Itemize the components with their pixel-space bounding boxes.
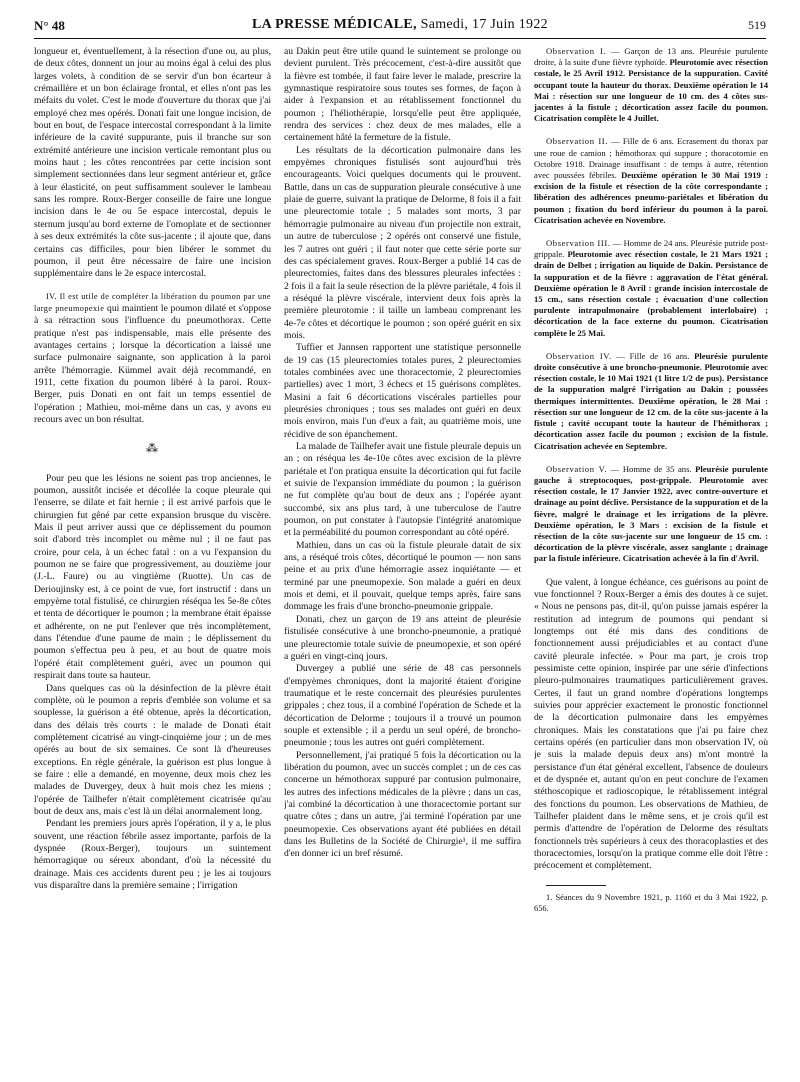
section-separator: ⁂ <box>146 441 159 456</box>
journal-title-line <box>34 17 766 33</box>
paragraph: Tuffier et Jannsen rapportent une statistique personnelle de 19 cas (15 pleurectomies totales pures, 2 pleurectomies totales combinées avec une thoracectomie, 2 pleurectomies partielles) avec 1 mort, 3 échecs et 15 guérisons complètes. Masini a fait 6 décortications viscérales partielles pour pleurésies chroniques ; tous ses malades ont guéri en deux mois environ, mais l'un d'eux a fait, au quatrième mois, une récidive de son épanchement. <box>284 342 521 440</box>
observation-text: Deuxième opération le 30 Mai 1919 : excision de la fistule et résection de la côte correspondante ; libération des adhérences pneumo-pariétales et libération du poumon ; fixation du bord inférieur du poumon à la paroi. Cicatrisation achevée en Novembre. <box>534 170 768 225</box>
observation-1 <box>534 46 768 124</box>
column-middle <box>284 46 521 1074</box>
observation-5 <box>534 464 768 565</box>
paragraph: Pour peu que les lésions ne soient pas trop anciennes, le poumon, aussitôt incisée et décollée la coque pleurale qui l'enserre, se dilate et fait hernie ; il est arrivé parfois que le chirurgien fut gêné par cette expansion brusque du viscère. Mais il peut arriver aussi que ce déplissement du poumon soit d'abord très incomplet ou même nul ; il ne faut pas croire, pour cela, à un échec fatal : on a vu l'expansion du poumon ne se faire que progressivement, au douzième jour (J.-L. Faure) ou au vingtième (Ruotte). Un cas de Derioujinsky est, à ce point de vue, fort instructif : dans un empyème total fistulisé, ce chirurgien réséqua les 5e-8e côtes et tenta de décortiquer le poumon ; la membrane était épaisse et adhérente, on ne put l'enlever que très incomplètement, dans l'étendue d'une paume de main ; le déplissement du poumon s'effectua peu à peu, et au bout de quatre mois l'opéré était complètement guéri, avec un poumon qui respirait dans toute sa hauteur. <box>34 472 271 682</box>
column-left <box>34 46 271 1074</box>
paragraph: longueur et, éventuellement, à la résection d'une ou, au plus, de deux côtes, donnent un jour au moins égal à celui des plus larges volets, à condition de se servir d'un bon écarteur à crémaillère et un bon éclairage frontal, et elles n'ont pas les méfaits du volet. C'est le mode d'ouverture du thorax que j'ai employé chez mes opérés. Donati fait une longue incision, de bout en bout, de l'espace intercostal correspondant à la limite inférieure de la cavité suppurante, puis il branche sur son extrémité antérieure une incision verticale remontant plus ou moins haut ; les côtes rencontrées par cette incision sont simplement sectionnées dans leur segment antérieur et, grâce à leur élasticité, on peut suffisamment soulever le lambeau sans les rompre. Roux-Berger conseille de faire une longue incision dans le 4e ou 5e espace intercostal, depuis le sternum jusqu'au bord externe de l'omoplate et de sectionner à ses deux extrémités la côte sus-jacente ; il ajoute que, dans certains cas difficiles, pour bien libérer le sommet du poumon, il peut être nécessaire de faire une incision supplémentaire dans le 2e espace intercostal. <box>34 46 271 280</box>
observation-title: Observation III. <box>546 238 611 249</box>
observation-text: Pleurotomie avec résection costale, le 21 Mars 1921 ; drain de Delbet ; irrigation au liquide de Dakin. Persistance de la suppuration et de la fièvre : aggravation de l'état général. Deuxième opération le 8 Avril : grande incision intercostale de 15 cm., sans résection costale ; évacuation d'une collection purulente intrapulmonaire (probablement interlobaire) ; décortication de la face externe du poumon. Cicatrisation complète le 25 Mai. <box>534 249 768 338</box>
observation-title: Observation II. <box>546 136 608 147</box>
paragraph: Dans quelques cas où la désinfection de la plèvre était complète, où le poumon a repris d'emblée son volume et sa souplesse, la guérison a été obtenue, après la décortication, dans des délais très courts : le malade de Donati était complètement cicatrisé au vingt-cinquième jour ; un de mes opérés au bout de six semaines. Ce sont là d'heureuses exceptions. En règle générale, la guérison est plus longue à se faire : elle a demandé, en moyenne, deux mois chez les malades de Duvergey, deux à huit mois chez les miens ; l'opérée de Tailhefer n'était complètement cicatrisée qu'au bout de deux ans, mais c'est là un délai anormalement long. <box>34 682 271 817</box>
page-header <box>34 16 766 39</box>
paragraph: Duvergey a publié une série de 48 cas personnels d'empyèmes chroniques, dont la majorité étaient d'origine traumatique et le reste concernait des pleurésies purulentes grippales ; chez tous, il a combiné l'opération de Schede et la décortication de Delorme ; toujours il a trouvé un poumon souple et extensible ; il a perdu un seul opéré, de broncho-pneumonie ; tous les autres ont guéri complètement. <box>284 663 521 749</box>
observation-2 <box>534 136 768 226</box>
observation-text: Pleurotomie avec résection costale, le 25 Avril 1912. Persistance de la suppuration. Cavité occupant toute la hauteur du thorax. Deuxième opération le 14 Mai : résection sur une longueur de 10 cm. des 4 côtes sus-jacentes à la fistule ; décortication assez facile du poumon. Cicatrisation complète le 4 Juillet. <box>534 57 768 124</box>
observation-intro: — Fille de 6 ans. Ecrasement du thorax par une roue de camion ; hémothorax qui suppure ; thoracotomie en Octobre 1918. Drainage insuffisant : de temps à autre, rétention avec poussées fébriles. <box>534 136 768 181</box>
section-iv-text: qui maintient le poumon dilaté et s'oppose à sa rétraction sous l'influence du pneumothorax. Cette pratique n'est pas indispensable, mais elle présente des avantages certains ; lorsque la décortication a laissé une surface pulmonaire saignante, son application à la paroi arrête l'hémorragie. Kümmel avait déjà recommandé, en 1911, cette fixation du poumon libéré à la paroi. Roux-Berger, puis Donati en ont fait un temps essentiel de l'opération ; Mathieu, moi-même dans un cas, y avons eu recours avec un bon résultat. <box>34 302 271 425</box>
journal-title: LA PRESSE MÉDICALE, <box>252 17 417 32</box>
observation-title: Observation I. <box>546 46 607 56</box>
paragraph: Pendant les premiers jours après l'opération, il y a, le plus souvent, une réaction fébrile assez importante, parfois de la dyspnée (Roux-Berger), toujours un suintement hémorragique ou séreux abondant, d'où la nécessité du drainage. Mais ces accidents durent peu ; je les ai toujours vus disparaître dans la première semaine ; l'irrigation <box>34 818 271 891</box>
paragraph: Mathieu, dans un cas où la fistule pleurale datait de six ans, a réséqué trois côtes, décortiqué le poumon — non sans peine et au prix d'une hémorragie assez inquiétante — et terminé par une pneumopexie. Son malade a guéri en deux mois et demi, et il pouvait, quelque temps après, faire sans dommage les frais d'une broncho-pneumonie grippale. <box>284 539 521 613</box>
observation-intro: — Garçon de 13 ans. Pleurésie purulente droite, à la suite d'une fièvre typhoïde. <box>534 46 768 68</box>
observation-title: Observation IV. <box>546 350 612 361</box>
paragraph: Personnellement, j'ai pratiqué 5 fois la décortication ou la libération du poumon, avec un succès complet ; un de ces cas concerne un hémothorax suppuré par contusion pulmonaire, les autres des infections médicales de la plèvre ; dans un cas, j'ai combiné la décortication à une thoracectomie portant sur quatre côtes ; dans un autre, j'ai terminé l'opération par une pneumopexie. Ces observations ayant été publiées en détail dans les Bulletins de la Société de Chirurgie¹, il me suffira d'en donner ici un bref résumé. <box>284 749 521 860</box>
observation-intro: — Homme de 35 ans. <box>607 463 696 474</box>
section-iv-lead: IV. Il est utile de compléter la libération du poumon par une large pneumopexie <box>34 291 271 313</box>
paragraph: Que valent, à longue échéance, ces guérisons au point de vue fonctionnel ? Roux-Berger a émis des doutes à ce sujet. « Nous ne pensons pas, dit-il, qu'on puisse jamais espérer la restitution ad integrum de poumons qui pendant si longtemps ont été mis dans des conditions de fonctionnement aussi préjudiciables et au contact d'une cavité pleurale infectée. » Pour ma part, je crois trop pessimiste cette opinion, inspirée par une série d'infections pleuro-pulmonaires traumatiques particulièrement graves. Certes, il faut un grand nombre d'opérations longtemps suivies pour apprécier exactement le pronostic fonctionnel de la décortication pulmonaire dans les empyèmes chroniques. Mais les constatations que j'ai pu faire chez certains opérés (en particulier dans mon observation IV, où je suis la malade depuis deux ans) m'ont montré la persistance d'un état général excellent, l'absence de douleurs et de dyspnée et, autant qu'on en peut conclure de l'examen stéthoscopique et radioscopique, le rétablissement intégral des fonctions du poumon. Les observations de Mathieu, de Tailhefer plaident dans le même sens, et je crois qu'il est permis d'attendre de l'opération de Delorme des résultats fonctionnels très supérieurs à ceux des thoracoplasties et des thoracectomies, lorsqu'on la pratique comme elle doit l'être : précocement et complètement. <box>534 576 768 872</box>
observation-text: Pleurésie purulente droite consécutive à une broncho-pneumonie. Pleurotomie avec résection costale, le 10 Mai 1921 (1 litre 1/2 de pus). Persistance de la suppuration malgré l'irrigation au Dakin ; poussées thermiques intermittentes. Deuxième opération, le 28 Mai : résection sur une longueur de 12 cm. de la côte sus-jacente à la fistule ; cavité occupant toute la hauteur de l'hémithorax ; décortication assez facile du poumon ; excision de la fistule. Cicatrisation achevée en Septembre. <box>534 350 768 451</box>
observation-intro: — Homme de 24 ans. Pleurésie putride post-grippale. <box>534 238 768 260</box>
footnote-divider <box>546 885 606 886</box>
paragraph: au Dakin peut être utile quand le suintement se prolonge ou devient purulent. Très précocement, c'est-à-dire aussitôt que la fièvre est tombée, il faut faire lever le malade, prescrire la gymnastique respiratoire sous toutes ses formes, de façon à aider à l'expansion et au rétablissement fonctionnel du poumon ; l'héliothérapie, lorsqu'elle peut être appliquée, rendra des services : chez deux de mes malades, elle a certainement hâté la fermeture de la fistule. <box>284 46 521 144</box>
page-number: 519 <box>748 18 766 32</box>
observation-4 <box>534 351 768 452</box>
issue-number: N° 48 <box>34 18 65 33</box>
observation-3 <box>534 238 768 339</box>
observation-text: Pleurésie purulente gauche à streptocoques, post-grippale. Pleurotomie avec résection costale, le 17 Janvier 1922, avec contre-ouverture et drainage au point déclive. Persistance de la suppuration et de la fièvre, malgré le drainage et les irrigations de la plèvre. Deuxième opération, le 3 Mars : excision de la fistule et résection de la côte sus-jacente sur une longueur de 15 cm. : décortication de la plèvre viscérale, assez sanglante ; drainage par la fistule inférieure. Cicatrisation achevée à la fin d'Avril. <box>534 463 768 564</box>
issue-date: Samedi, 17 Juin 1922 <box>420 17 548 32</box>
column-right <box>534 46 768 1074</box>
paragraph: La malade de Tailhefer avait une fistule pleurale depuis un an ; on réséqua les 4e-10e côtes avec excision de la plèvre pariétale et l'on pratiqua ensuite la décortication qui fut facile et suivie de l'expansion immédiate du poumon ; la guérison ne fut complète qu'au bout de deux ans ; l'opérée ayant succombé, six ans plus tard, à une tuberculose de l'autre poumon, on put constater à l'autopsie l'intégrité anatomique et la perméabilité du poumon correspondant au côté opéré. <box>284 441 521 539</box>
footnote: 1. Séances du 9 Novembre 1921, p. 1160 et du 3 Mai 1922, p. 656. <box>534 892 768 913</box>
observation-intro: — Fille de 16 ans. <box>611 350 695 361</box>
paragraph: Donati, chez un garçon de 19 ans atteint de pleurésie fistulisée consécutive à une broncho-pneumonie, a pratiqué une pleurectomie totale suivie de pneumopexie, et son opéré a guéri en vingt-cinq jours. <box>284 613 521 662</box>
observation-title: Observation V. <box>546 463 608 474</box>
section-iv-paragraph <box>34 291 271 427</box>
paragraph: Les résultats de la décortication pulmonaire dans les empyèmes chroniques fistulisés sont aujourd'hui très encourageants. Voici quelques documents qui le prouvent. Battle, dans un cas de suppuration pleurale consécutive à une plaie de guerre, suivant la pratique de Delorme, 8 fois il a fait une pleurectomie totale ; 5 malades sont morts, 3 par hémorragie pulmonaire au niveau d'un projectile non extrait, un autre de tuberculose ; 2 opérés ont conservé une fistule, les 7 autres ont guéri ; il faut noter que cette série porte sur des cas spécialement graves. Roux-Berger a publié 14 cas de pleurectomies, faites dans des blessures pleurales infectées : 2 fois il a fait la seule résection de la plèvre pariétale, 4 fois il a réséqué la plèvre viscérale, intervient deux fois après la première pleurotomie : il taille un lambeau comprenant les 4e-7e côtes et décortique le poumon ; son opéré guérit en six mois. <box>284 144 521 341</box>
